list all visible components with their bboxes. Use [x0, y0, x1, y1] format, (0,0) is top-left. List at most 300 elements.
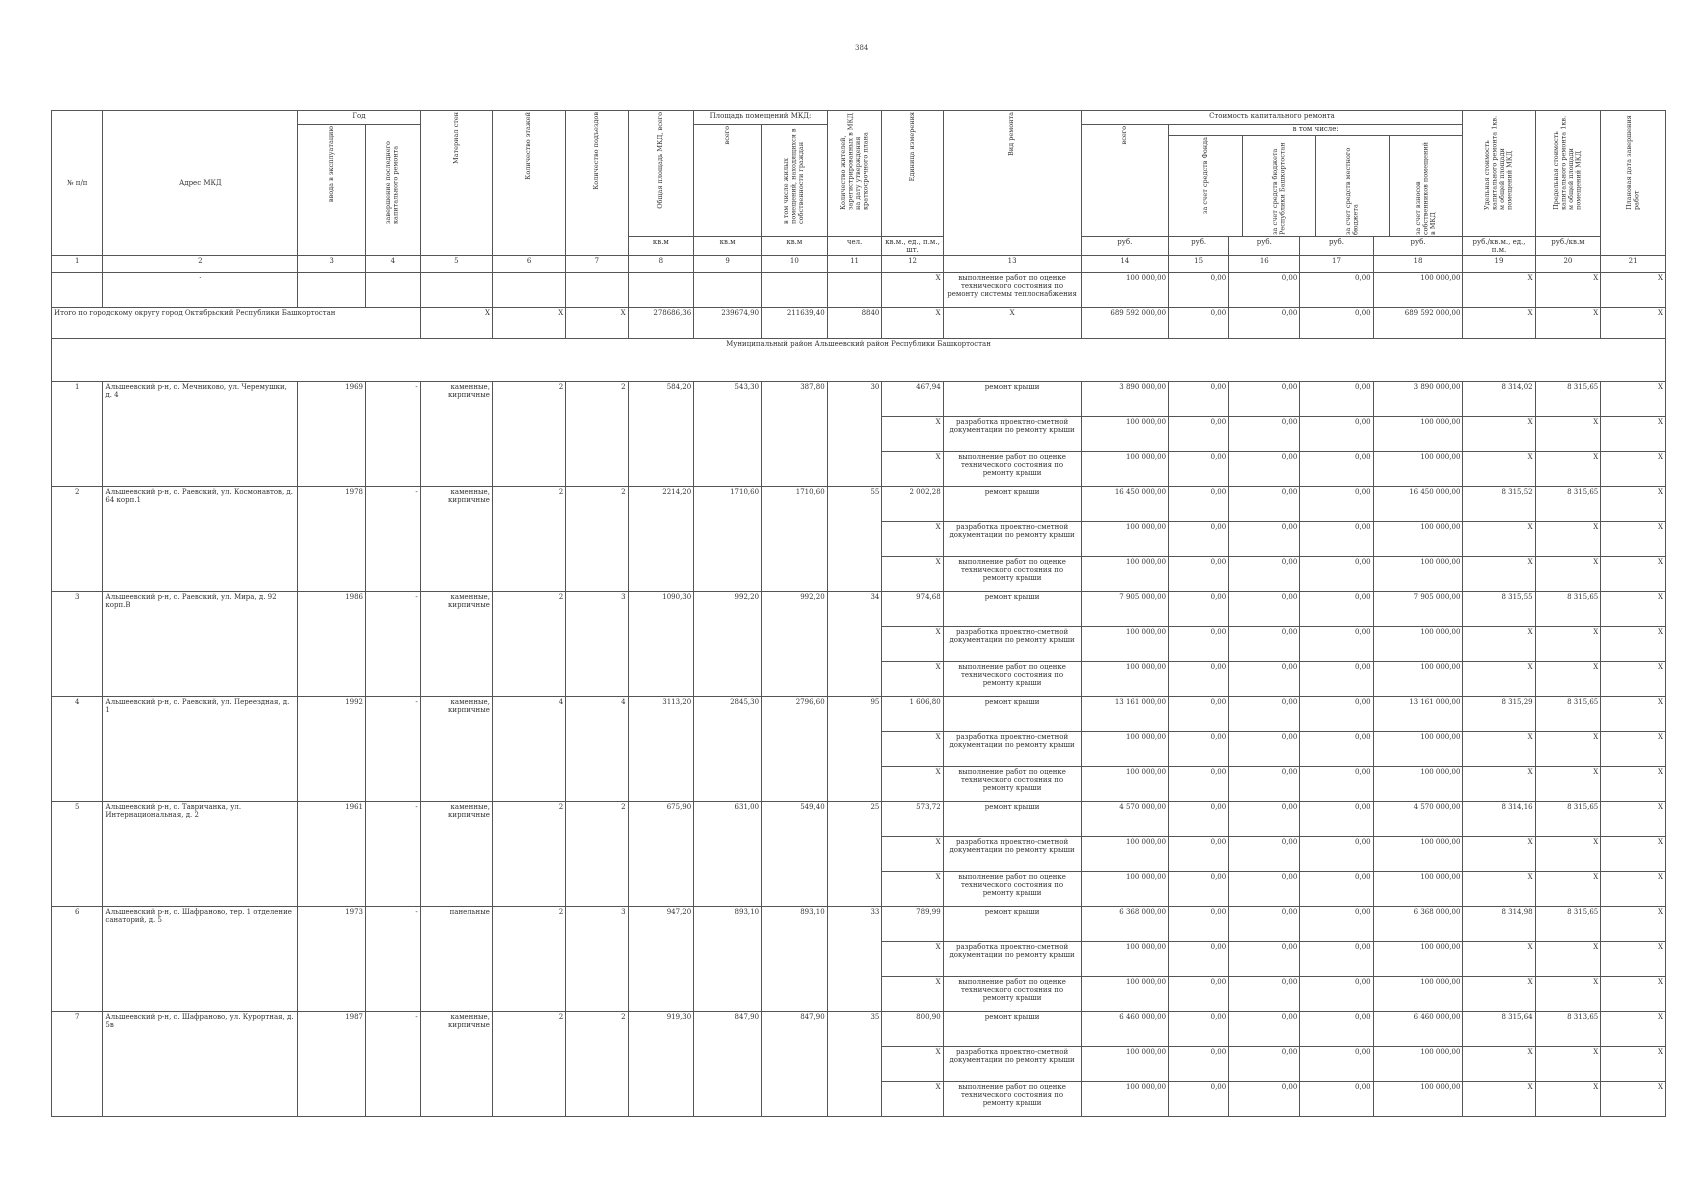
work-label-design: разработка проектно-сметной документации по ремонту крыши	[943, 522, 1081, 557]
building-entrances: 4	[566, 697, 628, 802]
roof-cost-local: 0,00	[1300, 907, 1373, 942]
roof-max-cost: 8 315,65	[1535, 907, 1601, 942]
roof-cost-owners: 7 905 000,00	[1373, 592, 1463, 627]
roof-cost-total: 7 905 000,00	[1081, 592, 1169, 627]
building-wall-material: каменные, кирпичные	[420, 802, 492, 907]
roof-specific-cost: 8 315,29	[1463, 697, 1535, 732]
roof-cost-total: 6 460 000,00	[1081, 1012, 1169, 1047]
header-col-cost-total: всего	[1120, 126, 1129, 145]
roof-cost-fund: 0,00	[1169, 592, 1229, 627]
roof-cost-total: 6 368 000,00	[1081, 907, 1169, 942]
work-unit-x: X	[882, 417, 943, 452]
work-cost-owners: 100 000,00	[1373, 557, 1463, 592]
building-area-residential: 992,20	[762, 592, 828, 697]
roof-cost-total: 13 161 000,00	[1081, 697, 1169, 732]
roof-cost-local: 0,00	[1300, 382, 1373, 417]
column-number-row	[52, 256, 1666, 273]
carry-over-row	[52, 273, 1666, 308]
work-unit-x: X	[882, 872, 943, 907]
work-unit-x: X	[882, 557, 943, 592]
work-label-design: разработка проектно-сметной документации по ремонту крыши	[943, 732, 1081, 767]
total-x13: X	[943, 308, 1081, 339]
unit-col-8: кв.м	[628, 237, 694, 256]
work-unit-x: X	[882, 732, 943, 767]
capital-repair-register-table	[51, 110, 1666, 1117]
work-cost-total: 100 000,00	[1081, 522, 1169, 557]
roof-planned-date: X	[1601, 382, 1666, 417]
work-cost-republic: 0,00	[1229, 452, 1300, 487]
header-col-area-residential: в том числе жилых помещений, находящихся в собственности граждан	[782, 128, 806, 224]
building-last-repair: -	[366, 907, 421, 1012]
work-date-x: X	[1601, 1047, 1666, 1082]
roof-cost-owners: 4 570 000,00	[1373, 802, 1463, 837]
work-unit-x: X	[882, 1047, 943, 1082]
work-cost-fund: 0,00	[1169, 872, 1229, 907]
work-cost-republic: 0,00	[1229, 557, 1300, 592]
header-col-specific-cost: Удельная стоимость капитального ремонта 1кв. м общей площади помещений МКД	[1483, 115, 1514, 210]
column-number-cell: 13	[943, 256, 1081, 273]
total-area: 278686,36	[628, 308, 694, 339]
work-label-design: разработка проектно-сметной документации по ремонту крыши	[943, 837, 1081, 872]
building-floors: 2	[492, 907, 565, 1012]
unit-col-20: руб./кв.м	[1535, 237, 1601, 256]
work-cost-total: 100 000,00	[1081, 662, 1169, 697]
header-group-cost: Стоимость капитального ремонта	[1081, 111, 1463, 125]
total-local: 0,00	[1300, 308, 1373, 339]
building-row	[52, 592, 1666, 627]
column-number-cell: 10	[762, 256, 828, 273]
building-floors: 2	[492, 592, 565, 697]
work-label-assess: выполнение работ по оценке технического состояния по ремонту крыши	[943, 452, 1081, 487]
roof-repair-label: ремонт крыши	[943, 907, 1081, 942]
header-col-max-cost: Предельная стоимость капитального ремонта 1кв. м общей площади помещений МКД	[1551, 115, 1583, 210]
roof-planned-date: X	[1601, 907, 1666, 942]
column-number-cell: 20	[1535, 256, 1601, 273]
roof-planned-date: X	[1601, 802, 1666, 837]
work-date-x: X	[1601, 627, 1666, 662]
work-cost-total: 100 000,00	[1081, 417, 1169, 452]
building-row	[52, 907, 1666, 942]
building-area-all: 992,20	[694, 592, 762, 697]
building-address: Альшеевский р-н, с. Раевский, ул. Мира, д. 92 корп.В	[103, 592, 298, 697]
total-area-all: 239674,90	[694, 308, 762, 339]
roof-quantity: 2 002,28	[882, 487, 943, 522]
work-specific-x: X	[1463, 767, 1535, 802]
column-number-cell: 4	[366, 256, 421, 273]
header-group-area: Площадь помещений МКД:	[694, 111, 827, 125]
roof-quantity: 974,68	[882, 592, 943, 627]
roof-cost-republic: 0,00	[1229, 1012, 1300, 1047]
work-cost-fund: 0,00	[1169, 417, 1229, 452]
roof-planned-date: X	[1601, 487, 1666, 522]
work-unit-x: X	[882, 627, 943, 662]
work-cost-owners: 100 000,00	[1373, 977, 1463, 1012]
work-cost-fund: 0,00	[1169, 662, 1229, 697]
building-floors: 2	[492, 382, 565, 487]
work-cost-republic: 0,00	[1229, 522, 1300, 557]
work-cost-fund: 0,00	[1169, 977, 1229, 1012]
roof-cost-owners: 6 368 000,00	[1373, 907, 1463, 942]
roof-planned-date: X	[1601, 592, 1666, 627]
roof-cost-fund: 0,00	[1169, 697, 1229, 732]
roof-quantity: 1 606,80	[882, 697, 943, 732]
work-max-x: X	[1535, 417, 1601, 452]
header-col-address: Адрес МКД	[103, 111, 298, 256]
unit-col-14: руб.	[1081, 237, 1169, 256]
work-max-x: X	[1535, 767, 1601, 802]
work-label-design: разработка проектно-сметной документации по ремонту крыши	[943, 1047, 1081, 1082]
roof-repair-label: ремонт крыши	[943, 802, 1081, 837]
work-cost-owners: 100 000,00	[1373, 767, 1463, 802]
building-entrances: 2	[566, 487, 628, 592]
column-number-cell: 2	[103, 256, 298, 273]
roof-cost-owners: 6 460 000,00	[1373, 1012, 1463, 1047]
total-x6: X	[492, 308, 565, 339]
work-max-x: X	[1535, 557, 1601, 592]
work-specific-x: X	[1463, 837, 1535, 872]
work-cost-owners: 100 000,00	[1373, 452, 1463, 487]
roof-repair-label: ремонт крыши	[943, 592, 1081, 627]
building-number: 2	[52, 487, 103, 592]
work-cost-local: 0,00	[1300, 522, 1373, 557]
building-total-area: 1090,30	[628, 592, 694, 697]
column-number-cell: 17	[1300, 256, 1373, 273]
building-wall-material: каменные, кирпичные	[420, 382, 492, 487]
column-number-cell: 5	[420, 256, 492, 273]
building-number: 4	[52, 697, 103, 802]
header-col-year-last-repair: завершение последнего капитального ремонта	[384, 141, 400, 224]
building-address: Альшеевский р-н, с. Мечниково, ул. Черемушки, д. 4	[103, 382, 298, 487]
building-wall-material: каменные, кирпичные	[420, 697, 492, 802]
roof-max-cost: 8 315,65	[1535, 487, 1601, 522]
work-max-x: X	[1535, 977, 1601, 1012]
building-residents: 34	[827, 592, 882, 697]
unit-col-15: руб.	[1169, 237, 1229, 256]
work-cost-local: 0,00	[1300, 452, 1373, 487]
building-area-all: 631,00	[694, 802, 762, 907]
work-cost-total: 100 000,00	[1081, 452, 1169, 487]
building-residents: 35	[827, 1012, 882, 1117]
building-residents: 33	[827, 907, 882, 1012]
header-col-planned-date: Плановая дата завершения работ	[1624, 115, 1641, 210]
total-x5: X	[420, 308, 492, 339]
building-number: 5	[52, 802, 103, 907]
work-cost-fund: 0,00	[1169, 627, 1229, 662]
roof-specific-cost: 8 315,64	[1463, 1012, 1535, 1047]
work-specific-x: X	[1463, 662, 1535, 697]
building-area-residential: 549,40	[762, 802, 828, 907]
section-title: Муниципальный район Альшеевский район Республики Башкортостан	[52, 339, 1666, 382]
work-label-assess: выполнение работ по оценке технического состояния по ремонту крыши	[943, 662, 1081, 697]
work-max-x: X	[1535, 942, 1601, 977]
building-year: 1978	[298, 487, 366, 592]
building-floors: 2	[492, 1012, 565, 1117]
building-area-all: 1710,60	[694, 487, 762, 592]
header-col-cost-fund: за счет средств Фонда	[1200, 137, 1209, 215]
work-specific-x: X	[1463, 732, 1535, 767]
unit-col-17: руб.	[1300, 237, 1373, 256]
work-cost-local: 0,00	[1300, 872, 1373, 907]
column-number-cell: 6	[492, 256, 565, 273]
building-total-area: 919,30	[628, 1012, 694, 1117]
work-date-x: X	[1601, 977, 1666, 1012]
roof-cost-local: 0,00	[1300, 592, 1373, 627]
work-label-assess: выполнение работ по оценке технического состояния по ремонту крыши	[943, 977, 1081, 1012]
column-number-cell: 21	[1601, 256, 1666, 273]
section-row	[52, 339, 1666, 382]
roof-max-cost: 8 315,65	[1535, 382, 1601, 417]
work-specific-x: X	[1463, 452, 1535, 487]
building-total-area: 947,20	[628, 907, 694, 1012]
total-x19: X	[1463, 308, 1535, 339]
work-cost-owners: 100 000,00	[1373, 627, 1463, 662]
work-cost-total: 100 000,00	[1081, 1082, 1169, 1117]
unit-col-9: кв.м	[694, 237, 762, 256]
column-number-cell: 11	[827, 256, 882, 273]
roof-cost-republic: 0,00	[1229, 697, 1300, 732]
work-unit-x: X	[882, 837, 943, 872]
work-specific-x: X	[1463, 1047, 1535, 1082]
work-cost-local: 0,00	[1300, 767, 1373, 802]
work-cost-local: 0,00	[1300, 417, 1373, 452]
total-area-res: 211639,40	[762, 308, 828, 339]
work-cost-fund: 0,00	[1169, 767, 1229, 802]
work-cost-local: 0,00	[1300, 977, 1373, 1012]
work-specific-x: X	[1463, 872, 1535, 907]
total-row	[52, 308, 1666, 339]
column-number-cell: 7	[566, 256, 628, 273]
work-cost-local: 0,00	[1300, 732, 1373, 767]
work-label-design: разработка проектно-сметной документации по ремонту крыши	[943, 627, 1081, 662]
building-entrances: 3	[566, 592, 628, 697]
roof-cost-total: 3 890 000,00	[1081, 382, 1169, 417]
total-x12: X	[882, 308, 943, 339]
work-cost-republic: 0,00	[1229, 732, 1300, 767]
building-row	[52, 382, 1666, 417]
work-cost-total: 100 000,00	[1081, 1047, 1169, 1082]
work-max-x: X	[1535, 872, 1601, 907]
building-area-all: 847,90	[694, 1012, 762, 1117]
building-address: Альшеевский р-н, с. Раевский, ул. Переездная, д. 1	[103, 697, 298, 802]
work-cost-republic: 0,00	[1229, 417, 1300, 452]
work-cost-fund: 0,00	[1169, 837, 1229, 872]
roof-cost-local: 0,00	[1300, 1012, 1373, 1047]
work-cost-total: 100 000,00	[1081, 977, 1169, 1012]
building-last-repair: -	[366, 592, 421, 697]
work-cost-owners: 100 000,00	[1373, 1082, 1463, 1117]
building-last-repair: -	[366, 802, 421, 907]
building-residents: 95	[827, 697, 882, 802]
work-specific-x: X	[1463, 942, 1535, 977]
work-date-x: X	[1601, 557, 1666, 592]
work-cost-fund: 0,00	[1169, 557, 1229, 592]
building-year: 1987	[298, 1012, 366, 1117]
header-subgroup-including: в том числе:	[1169, 125, 1462, 136]
work-cost-republic: 0,00	[1229, 942, 1300, 977]
total-fund: 0,00	[1169, 308, 1229, 339]
work-cost-total: 100 000,00	[1081, 627, 1169, 662]
work-cost-local: 0,00	[1300, 1047, 1373, 1082]
work-cost-total: 100 000,00	[1081, 767, 1169, 802]
roof-cost-republic: 0,00	[1229, 592, 1300, 627]
building-entrances: 3	[566, 907, 628, 1012]
work-date-x: X	[1601, 662, 1666, 697]
work-specific-x: X	[1463, 977, 1535, 1012]
work-cost-total: 100 000,00	[1081, 942, 1169, 977]
work-cost-owners: 100 000,00	[1373, 942, 1463, 977]
roof-cost-owners: 16 450 000,00	[1373, 487, 1463, 522]
building-total-area: 3113,20	[628, 697, 694, 802]
building-row	[52, 802, 1666, 837]
column-number-cell: 3	[298, 256, 366, 273]
building-number: 1	[52, 382, 103, 487]
header-col-floors: Количество этажей	[524, 112, 533, 180]
building-total-area: 584,20	[628, 382, 694, 487]
work-cost-owners: 100 000,00	[1373, 1047, 1463, 1082]
roof-cost-owners: 3 890 000,00	[1373, 382, 1463, 417]
roof-cost-owners: 13 161 000,00	[1373, 697, 1463, 732]
work-cost-republic: 0,00	[1229, 662, 1300, 697]
building-area-residential: 1710,60	[762, 487, 828, 592]
building-last-repair: -	[366, 697, 421, 802]
work-label-assess: выполнение работ по оценке технического состояния по ремонту крыши	[943, 767, 1081, 802]
header-col-cost-republic: за счет средств бюджета Республики Башкортостан	[1270, 142, 1287, 235]
work-cost-local: 0,00	[1300, 662, 1373, 697]
roof-specific-cost: 8 314,02	[1463, 382, 1535, 417]
total-x20: X	[1535, 308, 1601, 339]
roof-quantity: 789,99	[882, 907, 943, 942]
work-cost-owners: 100 000,00	[1373, 837, 1463, 872]
work-date-x: X	[1601, 1082, 1666, 1117]
column-number-cell: 9	[694, 256, 762, 273]
carry-owners: 100 000,00	[1373, 273, 1463, 308]
total-owners: 689 592 000,00	[1373, 308, 1463, 339]
header-col-cost-local: за счет средств местного бюджета	[1343, 147, 1360, 235]
work-unit-x: X	[882, 767, 943, 802]
work-cost-owners: 100 000,00	[1373, 662, 1463, 697]
work-date-x: X	[1601, 942, 1666, 977]
column-number-cell: 15	[1169, 256, 1229, 273]
building-floors: 2	[492, 487, 565, 592]
work-cost-total: 100 000,00	[1081, 732, 1169, 767]
building-year: 1969	[298, 382, 366, 487]
work-cost-republic: 0,00	[1229, 977, 1300, 1012]
building-row	[52, 1012, 1666, 1047]
unit-col-12: кв.м., ед., п.м., шт.	[882, 237, 943, 256]
building-area-all: 893,10	[694, 907, 762, 1012]
building-area-all: 2845,30	[694, 697, 762, 802]
work-max-x: X	[1535, 627, 1601, 662]
total-rep: 0,00	[1229, 308, 1300, 339]
building-address: Альшеевский р-н, с. Тавричанка, ул. Интернациональная, д. 2	[103, 802, 298, 907]
work-date-x: X	[1601, 732, 1666, 767]
roof-cost-republic: 0,00	[1229, 802, 1300, 837]
roof-max-cost: 8 313,65	[1535, 1012, 1601, 1047]
roof-cost-fund: 0,00	[1169, 802, 1229, 837]
roof-max-cost: 8 315,65	[1535, 802, 1601, 837]
building-wall-material: каменные, кирпичные	[420, 487, 492, 592]
work-cost-owners: 100 000,00	[1373, 872, 1463, 907]
building-number: 6	[52, 907, 103, 1012]
work-cost-total: 100 000,00	[1081, 557, 1169, 592]
work-specific-x: X	[1463, 522, 1535, 557]
roof-cost-fund: 0,00	[1169, 1012, 1229, 1047]
work-max-x: X	[1535, 837, 1601, 872]
roof-repair-label: ремонт крыши	[943, 697, 1081, 732]
roof-repair-label: ремонт крыши	[943, 382, 1081, 417]
roof-cost-total: 4 570 000,00	[1081, 802, 1169, 837]
roof-quantity: 573,72	[882, 802, 943, 837]
building-total-area: 2214,20	[628, 487, 694, 592]
column-number-cell: 18	[1373, 256, 1463, 273]
work-cost-fund: 0,00	[1169, 942, 1229, 977]
roof-repair-label: ремонт крыши	[943, 487, 1081, 522]
work-unit-x: X	[882, 977, 943, 1012]
roof-cost-fund: 0,00	[1169, 907, 1229, 942]
work-specific-x: X	[1463, 1082, 1535, 1117]
roof-cost-fund: 0,00	[1169, 487, 1229, 522]
work-date-x: X	[1601, 522, 1666, 557]
carry-x20: X	[1535, 273, 1601, 308]
work-date-x: X	[1601, 452, 1666, 487]
header-col-area-total: всего	[722, 126, 731, 145]
column-number-cell: 1	[52, 256, 103, 273]
unit-col-11: чел.	[827, 237, 882, 256]
roof-cost-republic: 0,00	[1229, 487, 1300, 522]
total-residents: 8840	[827, 308, 882, 339]
work-cost-local: 0,00	[1300, 837, 1373, 872]
header-col-repair-type: Вид ремонта	[1007, 112, 1016, 156]
column-number-cell: 16	[1229, 256, 1300, 273]
roof-quantity: 467,94	[882, 382, 943, 417]
work-max-x: X	[1535, 732, 1601, 767]
building-number: 3	[52, 592, 103, 697]
roof-cost-fund: 0,00	[1169, 382, 1229, 417]
column-number-cell: 8	[628, 256, 694, 273]
building-year: 1986	[298, 592, 366, 697]
header-col-wall-material: Материал стен	[451, 112, 460, 164]
work-unit-x: X	[882, 662, 943, 697]
building-residents: 30	[827, 382, 882, 487]
work-date-x: X	[1601, 837, 1666, 872]
building-entrances: 2	[566, 382, 628, 487]
roof-max-cost: 8 315,65	[1535, 592, 1601, 627]
header-col-entrances: Количество подъездов	[592, 112, 601, 190]
work-label-assess: выполнение работ по оценке технического состояния по ремонту крыши	[943, 872, 1081, 907]
unit-col-19: руб./кв.м., ед., п.м.	[1463, 237, 1535, 256]
work-date-x: X	[1601, 417, 1666, 452]
work-cost-fund: 0,00	[1169, 452, 1229, 487]
work-cost-owners: 100 000,00	[1373, 417, 1463, 452]
carry-total: 100 000,00	[1081, 273, 1169, 308]
total-cost: 689 592 000,00	[1081, 308, 1169, 339]
column-number-cell: 14	[1081, 256, 1169, 273]
building-wall-material: панельные	[420, 907, 492, 1012]
building-floors: 4	[492, 697, 565, 802]
roof-cost-local: 0,00	[1300, 487, 1373, 522]
work-cost-total: 100 000,00	[1081, 872, 1169, 907]
building-residents: 55	[827, 487, 882, 592]
work-cost-local: 0,00	[1300, 942, 1373, 977]
unit-col-18: руб.	[1373, 237, 1463, 256]
work-max-x: X	[1535, 1082, 1601, 1117]
work-label-assess: выполнение работ по оценке технического состояния по ремонту крыши	[943, 1082, 1081, 1117]
work-cost-owners: 100 000,00	[1373, 732, 1463, 767]
work-specific-x: X	[1463, 627, 1535, 662]
building-entrances: 2	[566, 802, 628, 907]
header-group-year: Год	[298, 111, 421, 125]
work-cost-republic: 0,00	[1229, 837, 1300, 872]
